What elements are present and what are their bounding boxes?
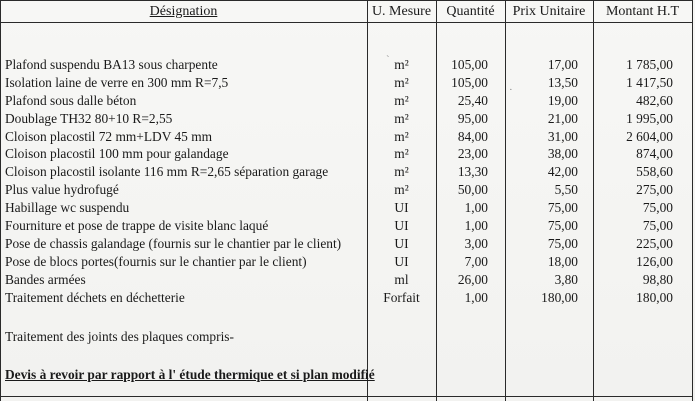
header-designation: Désignation (149, 4, 218, 19)
row-amount: 874,00 (636, 146, 673, 162)
row-unit: UI (394, 253, 409, 269)
row-unit-price: 3,80 (554, 271, 578, 287)
table-body (0, 56, 693, 306)
row-unit-price: 75,00 (547, 218, 578, 234)
row-amount: 1 785,00 (626, 57, 673, 72)
row-quantity: 50,00 (457, 182, 488, 198)
table-row (0, 253, 693, 271)
row-amount: 75,00 (642, 218, 673, 234)
note-text: Traitement des joints des plaques compris- (5, 329, 234, 344)
row-unit-price: 19,00 (547, 92, 578, 108)
row-designation: Plafond suspendu BA13 sous charpente (5, 57, 218, 72)
row-amount: 482,60 (636, 92, 673, 108)
row-quantity: 13,30 (457, 164, 488, 180)
table-row (0, 110, 693, 128)
row-amount: 180,00 (636, 289, 673, 305)
row-unit-price: 17,00 (547, 57, 578, 72)
row-quantity: 26,00 (457, 271, 488, 287)
row-unit-price: 18,00 (547, 253, 578, 269)
row-quantity: 25,40 (457, 92, 488, 108)
row-unit: Forfait (383, 289, 420, 305)
table-row (0, 217, 693, 235)
row-designation: Isolation laine de verre en 300 mm R=7,5 (5, 74, 229, 90)
row-amount: 1 417,50 (626, 74, 673, 90)
row-designation: Pose de chassis galandage (fournis sur le chantier par le client) (5, 235, 342, 251)
row-designation: Cloison placostil 72 mm+LDV 45 mm (5, 128, 213, 144)
row-unit-price: 13,50 (547, 74, 578, 90)
row-quantity: 7,00 (464, 253, 488, 269)
row-amount: 558,60 (636, 164, 673, 180)
row-designation: Pose de blocs portes(fournis sur le chantier par le client) (5, 253, 307, 269)
row-designation: Fourniture et pose de trappe de visite blanc laqué (5, 218, 269, 234)
row-amount: 1 995,00 (626, 110, 673, 126)
table-header (0, 0, 693, 23)
row-unit-price: 31,00 (547, 128, 578, 144)
row-designation: Habillage wc suspendu (5, 200, 130, 216)
table-row (0, 163, 693, 181)
row-unit: UI (394, 200, 409, 216)
row-unit-price: 42,00 (547, 164, 578, 180)
scan-mark: · (509, 84, 513, 96)
row-amount: 98,80 (642, 271, 673, 287)
row-unit: m² (394, 164, 409, 180)
row-unit: m² (394, 92, 409, 108)
row-unit: m² (394, 57, 409, 72)
row-designation: Doublage TH32 80+10 R=2,55 (5, 110, 173, 126)
row-quantity: 23,00 (457, 146, 488, 162)
row-unit: UI (394, 235, 409, 251)
table-row (0, 145, 693, 163)
table-row (0, 271, 693, 289)
row-unit-price: 180,00 (541, 289, 578, 305)
row-amount: 126,00 (636, 253, 673, 269)
row-designation: Bandes armées (5, 271, 86, 287)
row-designation: Traitement déchets en déchetterie (5, 289, 185, 305)
header-unit-price: Prix Unitaire (512, 4, 586, 19)
row-unit: m² (394, 128, 409, 144)
row-designation: Plus value hydrofugé (5, 182, 119, 198)
row-quantity: 105,00 (451, 57, 488, 72)
table-row (0, 92, 693, 110)
table-row (0, 56, 693, 74)
row-unit-price: 75,00 (547, 235, 578, 251)
bottom-border (0, 396, 693, 397)
row-quantity: 1,00 (464, 200, 488, 216)
row-quantity: 84,00 (457, 128, 488, 144)
row-unit: m² (394, 146, 409, 162)
header-amount: Montant H.T (605, 4, 680, 19)
table-row (0, 74, 693, 92)
row-amount: 275,00 (636, 182, 673, 198)
row-quantity: 95,00 (457, 110, 488, 126)
row-designation: Cloison placostil 100 mm pour galandage (5, 146, 229, 162)
row-quantity: 1,00 (464, 289, 488, 305)
row-unit-price: 75,00 (547, 200, 578, 216)
row-unit-price: 21,00 (547, 110, 578, 126)
header-quantity: Quantité (446, 4, 495, 19)
row-unit: m² (394, 74, 409, 90)
row-amount: 75,00 (642, 200, 673, 216)
scan-mark: ˋ (386, 54, 390, 66)
row-unit-price: 38,00 (547, 146, 578, 162)
table-row (0, 199, 693, 217)
row-unit: m² (394, 182, 409, 198)
row-unit: m² (394, 110, 409, 126)
row-unit-price: 5,50 (554, 182, 578, 198)
row-designation: Plafond sous dalle béton (5, 92, 137, 108)
row-unit: UI (394, 218, 409, 234)
row-quantity: 3,00 (464, 235, 488, 251)
row-unit: ml (394, 271, 409, 287)
header-unit: U. Mesure (371, 4, 432, 19)
table-row (0, 128, 693, 146)
table-row (0, 289, 693, 307)
row-designation: Cloison placostil isolante 116 mm R=2,65 séparation garage (5, 164, 329, 180)
row-quantity: 1,00 (464, 218, 488, 234)
row-amount: 225,00 (636, 235, 673, 251)
row-amount: 2 604,00 (626, 128, 673, 144)
table-row (0, 181, 693, 199)
row-quantity: 105,00 (451, 74, 488, 90)
table-row (0, 235, 693, 253)
warning-text: Devis à revoir par rapport à l' étude thermique et si plan modifié (5, 367, 375, 382)
